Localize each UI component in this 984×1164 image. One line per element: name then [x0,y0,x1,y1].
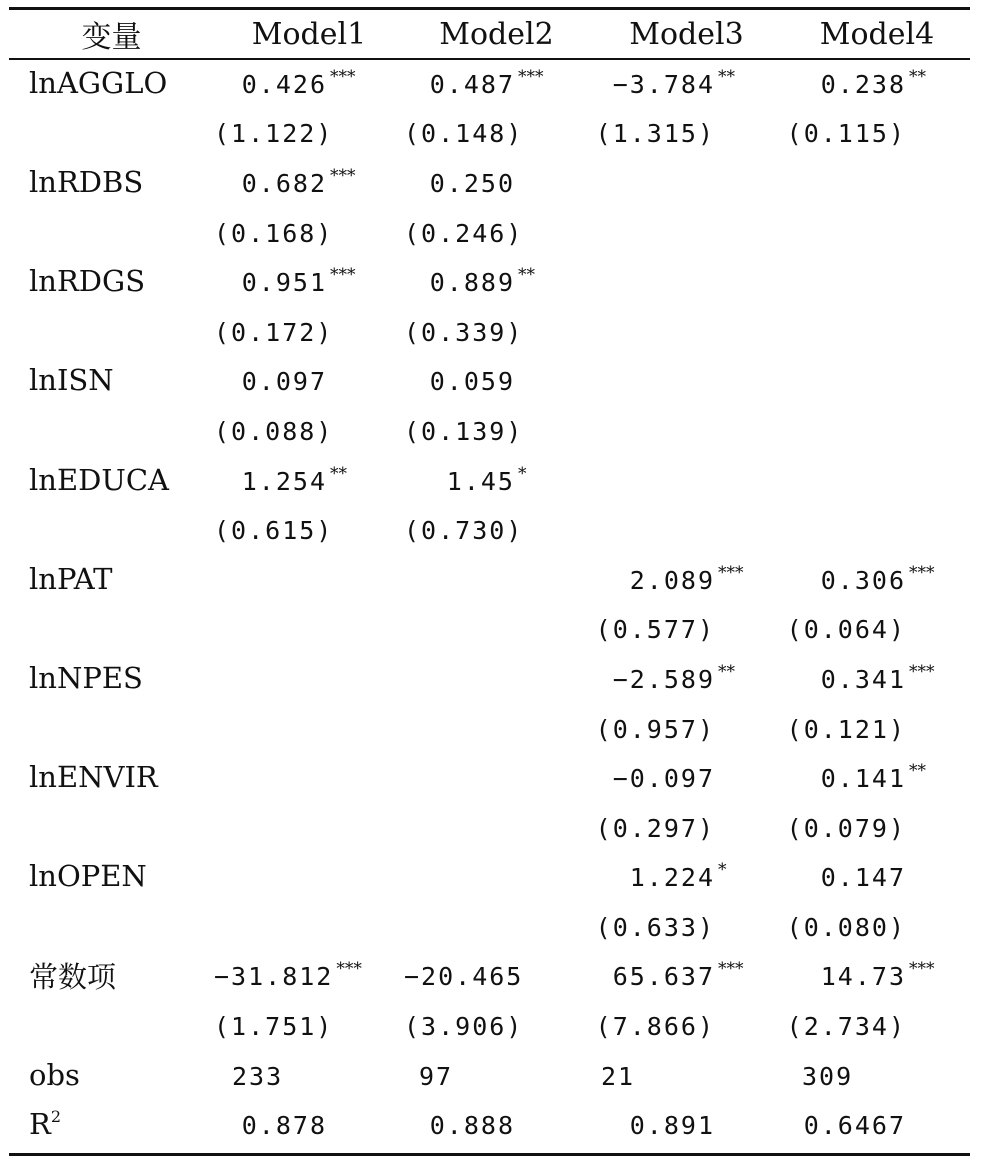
significance-stars: ** [909,761,926,782]
coef-cell [784,58,970,108]
coef-cell [214,455,404,505]
obs-value: 233 [232,1061,284,1091]
se-cell [404,1000,589,1050]
coef-cell [404,356,589,406]
se-cell [784,1000,970,1050]
coef-cell [784,256,970,306]
obs-cell [404,1050,589,1100]
r2-label [9,1099,214,1149]
coef-value: 0.682 [241,168,327,198]
se-cell [404,604,589,654]
std-error: (0.172) [214,317,334,347]
std-error: (0.577) [595,615,715,645]
coef-row [9,58,970,108]
significance-stars: *** [718,562,744,583]
se-row [9,504,970,554]
obs-row [9,1050,970,1100]
r2-cell [784,1099,970,1149]
significance-stars: ** [718,661,735,682]
significance-stars: ** [330,463,347,484]
se-cell [404,802,589,852]
coef-cell [404,256,589,306]
std-error: (7.866) [595,1012,715,1042]
se-cell [589,1000,784,1050]
coef-cell [589,653,784,703]
coef-cell [214,157,404,207]
header-model3: Model3 [629,16,744,52]
variable-name: lnISN [29,363,114,398]
coef-cell [589,157,784,207]
coef-value: 0.951 [241,268,327,298]
variable-name: lnPAT [29,561,113,596]
std-error: (0.615) [214,516,334,546]
significance-stars: ** [718,66,735,87]
variable-name: lnAGGLO [29,65,168,100]
coef-cell [214,951,404,1001]
r2-cell [589,1099,784,1149]
coef-value: 0.097 [241,367,327,397]
significance-stars: *** [718,959,744,980]
obs-value: 309 [802,1061,854,1091]
coef-cell [404,653,589,703]
se-cell [214,306,404,356]
std-error: (0.115) [786,119,906,149]
coef-cell [784,455,970,505]
se-cell [404,207,589,257]
coef-cell [214,752,404,802]
se-cell [214,504,404,554]
coef-value: 2.089 [629,565,715,595]
coef-cell [589,455,784,505]
se-cell [589,504,784,554]
empty-cell [9,504,214,554]
std-error: (0.246) [404,218,524,248]
coef-cell [589,554,784,604]
std-error: (0.730) [404,516,524,546]
std-error: (0.139) [404,416,524,446]
coef-value: −0.097 [612,764,715,794]
se-cell [589,901,784,951]
r2-row [9,1099,970,1149]
coef-value: 0.487 [429,69,515,99]
coef-value: 0.238 [820,69,906,99]
coef-cell [214,356,404,406]
coef-value: 65.637 [612,962,715,992]
empty-cell [9,108,214,158]
empty-cell [9,901,214,951]
std-error: (1.751) [214,1012,334,1042]
coef-cell [404,455,589,505]
empty-cell [9,306,214,356]
significance-stars: *** [336,959,362,980]
se-cell [214,901,404,951]
obs-value: 21 [601,1061,636,1091]
se-cell [589,108,784,158]
coef-value: 0.059 [429,367,515,397]
significance-stars: *** [518,66,544,87]
se-row [9,703,970,753]
coef-value: −3.784 [612,69,715,99]
significance-stars: * [518,463,527,484]
std-error: (0.633) [595,912,715,942]
coef-row [9,356,970,406]
significance-stars: *** [330,265,356,286]
coef-cell [784,653,970,703]
regression-table [9,10,970,1149]
se-cell [214,703,404,753]
coef-value: 0.147 [820,863,906,893]
se-cell [784,108,970,158]
coef-value: 0.306 [820,565,906,595]
coef-row [9,256,970,306]
coef-cell [589,256,784,306]
se-cell [214,108,404,158]
se-cell [589,207,784,257]
r2-cell [214,1099,404,1149]
coef-value: 0.141 [820,764,906,794]
se-cell [214,802,404,852]
variable-name: lnENVIR [29,760,158,795]
se-cell [404,901,589,951]
significance-stars: *** [330,66,356,87]
coef-cell [404,752,589,802]
coef-row [9,455,970,505]
se-cell [589,802,784,852]
significance-stars: *** [909,959,935,980]
se-cell [784,802,970,852]
coef-value: −2.589 [612,664,715,694]
obs-label: obs [29,1057,80,1092]
header-model4: Model4 [819,16,935,52]
coef-cell [404,554,589,604]
significance-stars: * [718,860,727,881]
se-cell [404,504,589,554]
coef-row [9,554,970,604]
r2-label-text: R [29,1107,51,1142]
se-cell [404,405,589,455]
se-cell [784,604,970,654]
coef-value: 1.45 [446,466,515,496]
coef-value: 0.889 [429,268,515,298]
std-error: (1.122) [214,119,334,149]
se-cell [784,405,970,455]
variable-name: lnOPEN [29,859,147,894]
coef-row [9,752,970,802]
r2-value: 0.888 [429,1111,515,1141]
se-row [9,207,970,257]
se-row [9,108,970,158]
std-error: (0.297) [595,813,715,843]
coef-cell [404,58,589,108]
se-row [9,405,970,455]
coef-cell [589,356,784,406]
header-row [9,10,970,58]
std-error: (0.080) [786,912,906,942]
coef-cell [784,554,970,604]
std-error: (0.148) [404,119,524,149]
coef-cell [589,752,784,802]
empty-cell [9,802,214,852]
se-cell [784,504,970,554]
se-cell [589,306,784,356]
variable-name: 常数项 [29,959,117,994]
coef-cell [404,157,589,207]
r2-superscript: 2 [50,1107,62,1127]
coef-cell [784,951,970,1001]
se-row [9,306,970,356]
variable-name: lnRDGS [29,264,146,299]
se-cell [589,604,784,654]
coef-value: 0.250 [429,168,515,198]
coef-row [9,653,970,703]
coef-value: 1.254 [241,466,327,496]
r2-value: 0.6467 [803,1111,906,1141]
std-error: (0.168) [214,218,334,248]
se-cell [404,108,589,158]
obs-value: 97 [419,1061,454,1091]
coef-cell [784,356,970,406]
coef-cell [214,58,404,108]
r2-value: 0.891 [629,1111,715,1141]
coef-cell [784,852,970,902]
coef-cell [214,256,404,306]
se-cell [214,604,404,654]
empty-cell [9,207,214,257]
empty-cell [9,405,214,455]
se-row [9,604,970,654]
std-error: (0.121) [786,714,906,744]
coef-cell [589,951,784,1001]
header-variable: 变量 [81,20,142,55]
header-model2: Model2 [439,16,554,52]
coef-value: 14.73 [820,962,906,992]
coef-cell [404,951,589,1001]
table-body [9,58,970,1149]
std-error: (0.339) [404,317,524,347]
std-error: (0.079) [786,813,906,843]
coef-cell [214,852,404,902]
se-cell [214,207,404,257]
std-error: (1.315) [595,119,715,149]
std-error: (0.088) [214,416,334,446]
coef-cell [784,752,970,802]
coef-cell [214,653,404,703]
header-model1: Model1 [251,16,367,52]
coef-value: 0.341 [820,664,906,694]
se-cell [404,703,589,753]
coef-value: −20.465 [404,962,524,992]
se-cell [784,306,970,356]
obs-cell [784,1050,970,1100]
significance-stars: ** [518,265,535,286]
coef-cell [214,554,404,604]
r2-value: 0.878 [241,1111,327,1141]
coef-value: 0.426 [241,69,327,99]
significance-stars: *** [330,165,356,186]
coef-cell [589,852,784,902]
obs-cell [214,1050,404,1100]
coef-value: 1.224 [629,863,715,893]
se-row [9,901,970,951]
r2-cell [404,1099,589,1149]
empty-cell [9,703,214,753]
variable-name: lnNPES [29,660,143,695]
se-row [9,1000,970,1050]
coef-row [9,852,970,902]
coef-cell [784,157,970,207]
std-error: (0.957) [595,714,715,744]
significance-stars: ** [909,66,926,87]
significance-stars: *** [909,562,935,583]
se-cell [784,901,970,951]
variable-name: lnEDUCA [29,462,169,497]
std-error: (2.734) [786,1012,906,1042]
empty-cell [9,604,214,654]
std-error: (0.064) [786,615,906,645]
significance-stars: *** [909,661,935,682]
empty-cell [9,1000,214,1050]
se-cell [589,703,784,753]
se-cell [214,405,404,455]
se-cell [784,703,970,753]
coef-cell [404,852,589,902]
obs-cell [589,1050,784,1100]
variable-name: lnRDBS [29,164,144,199]
se-cell [404,306,589,356]
coef-row [9,951,970,1001]
coef-value: −31.812 [214,962,334,992]
coef-cell [589,58,784,108]
se-cell [214,1000,404,1050]
se-row [9,802,970,852]
bottom-rule [9,1153,970,1156]
std-error: (3.906) [404,1012,524,1042]
coef-row [9,157,970,207]
se-cell [589,405,784,455]
se-cell [784,207,970,257]
